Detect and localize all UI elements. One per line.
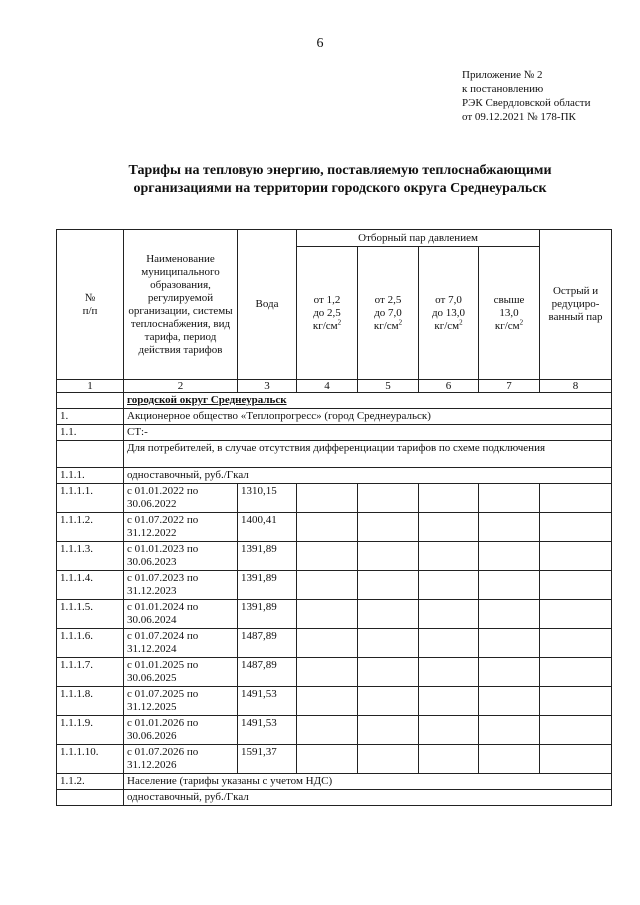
appendix-line: от 09.12.2021 № 178-ПК: [462, 111, 576, 123]
tariff-type: одноставочный, руб./Гкал: [124, 468, 612, 484]
column-number: 6: [419, 380, 479, 393]
row-number: 1.1.1.5.: [57, 600, 124, 629]
page-number: 6: [316, 36, 324, 51]
water-value: 1391,89: [238, 571, 297, 600]
period: с 01.01.2023 по 30.06.2023: [124, 542, 238, 571]
water-value: 1487,89: [238, 629, 297, 658]
population-tariff-row: [57, 790, 612, 806]
document-title: [60, 162, 620, 198]
row-number: 1.1.1.3.: [57, 542, 124, 571]
period: с 01.01.2026 по 30.06.2026: [124, 716, 238, 745]
column-number: 1: [57, 380, 124, 393]
population-tariff: одноставочный, руб./Гкал: [124, 790, 612, 806]
district-name: городской округ Среднеуральск: [124, 393, 612, 409]
row-number: 1.1.1.1.: [57, 484, 124, 513]
table-row: [57, 687, 612, 716]
system-name: СТ:-: [124, 425, 612, 441]
column-number: 8: [540, 380, 612, 393]
column-number: 4: [297, 380, 358, 393]
header-steam-col: от 1,2 до 2,5 $кг/см^2$: [297, 247, 358, 380]
column-number: 7: [479, 380, 540, 393]
water-value: 1391,89: [238, 542, 297, 571]
appendix-line: к постановлению: [462, 83, 544, 95]
tariff-type-row: [57, 468, 612, 484]
consumers-note-row: [57, 441, 612, 468]
period: с 01.07.2025 по 31.12.2025: [124, 687, 238, 716]
consumers-note: Для потребителей, в случае отсутствия дифференциации тарифов по схеме подключения: [124, 441, 612, 468]
table-row: [57, 600, 612, 629]
table-row: [57, 542, 612, 571]
water-value: 1491,53: [238, 716, 297, 745]
water-value: 1310,15: [238, 484, 297, 513]
water-value: 1591,37: [238, 745, 297, 774]
column-number-row: [57, 380, 612, 393]
district-row: [57, 393, 612, 409]
header-row: [57, 230, 612, 247]
row-number: 1.1.1.: [57, 468, 124, 484]
period: с 01.07.2022 по 31.12.2022: [124, 513, 238, 542]
title-line: организациями на территории городского округа Среднеуральск: [133, 181, 547, 196]
row-number: 1.: [57, 409, 124, 425]
population-row: [57, 774, 612, 790]
row-number: 1.1.1.2.: [57, 513, 124, 542]
period: с 01.07.2023 по 31.12.2023: [124, 571, 238, 600]
water-value: 1491,53: [238, 687, 297, 716]
header-steam-col: свыше 13,0 $кг/см^2$: [479, 247, 540, 380]
column-number: 3: [238, 380, 297, 393]
row-number: 1.1.1.4.: [57, 571, 124, 600]
water-value: 1391,89: [238, 600, 297, 629]
system-row: [57, 425, 612, 441]
header-col-number: № п/п: [57, 230, 124, 380]
table-row: [57, 745, 612, 774]
org-name: Акционерное общество «Теплопрогресс» (город Среднеуральск): [124, 409, 612, 425]
population-name: Население (тарифы указаны с учетом НДС): [124, 774, 612, 790]
water-value: 1400,41: [238, 513, 297, 542]
table-row: [57, 629, 612, 658]
header-col-name: Наименование муниципального образования, регулируемой организации, системы теплоснабжения, вид тарифа, период действия тарифов: [124, 230, 238, 380]
header-steam-col: от 2,5 до 7,0 $кг/см^2$: [358, 247, 419, 380]
period: с 01.07.2026 по 31.12.2026: [124, 745, 238, 774]
org-row: [57, 409, 612, 425]
column-number: 2: [124, 380, 238, 393]
title-line: Тарифы на тепловую энергию, поставляемую теплоснабжающими: [128, 163, 552, 178]
header-steam-col: от 7,0 до 13,0 $кг/см^2$: [419, 247, 479, 380]
period: с 01.01.2024 по 30.06.2024: [124, 600, 238, 629]
appendix-line: Приложение № 2: [462, 69, 543, 81]
row-number: 1.1.1.8.: [57, 687, 124, 716]
row-number: 1.1.1.9.: [57, 716, 124, 745]
header-steam-group: Отборный пар давлением: [297, 230, 540, 247]
row-number: 1.1.: [57, 425, 124, 441]
row-number: 1.1.2.: [57, 774, 124, 790]
period: с 01.01.2022 по 30.06.2022: [124, 484, 238, 513]
header-col-water: Вода: [238, 230, 297, 380]
row-number: 1.1.1.7.: [57, 658, 124, 687]
table-row: [57, 571, 612, 600]
period: с 01.07.2024 по 31.12.2024: [124, 629, 238, 658]
table-row: [57, 484, 612, 513]
table-row: [57, 658, 612, 687]
appendix-reference: [462, 68, 590, 124]
period: с 01.01.2025 по 30.06.2025: [124, 658, 238, 687]
tariff-table: [56, 229, 612, 806]
row-number: 1.1.1.10.: [57, 745, 124, 774]
water-value: 1487,89: [238, 658, 297, 687]
row-number: 1.1.1.6.: [57, 629, 124, 658]
appendix-line: РЭК Свердловской области: [462, 97, 591, 109]
table-row: [57, 513, 612, 542]
header-col-sharp-steam: Острый и редуциро-ванный пар: [540, 230, 612, 380]
column-number: 5: [358, 380, 419, 393]
table-row: [57, 716, 612, 745]
